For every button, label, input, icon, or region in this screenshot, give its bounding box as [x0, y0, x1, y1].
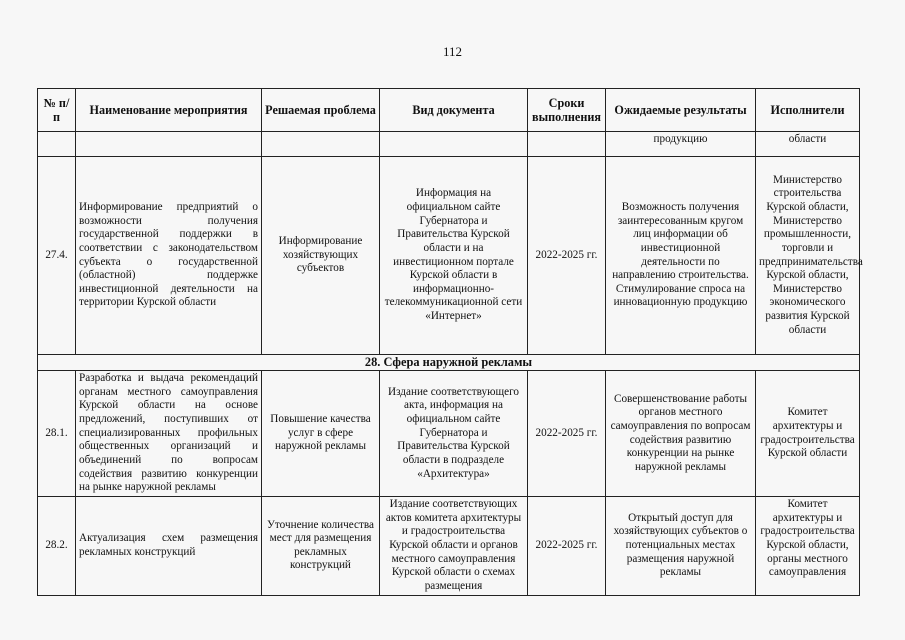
row-num: 28.1. — [38, 371, 76, 497]
row-deadline: 2022-2025 гг. — [528, 497, 606, 596]
row-results: Возможность получения заинтересованным кругом лиц информации об инвестиционной деятельности по направлению строительства. Стимулирование спроса на инновационную продукцию — [606, 157, 756, 355]
header-row — [38, 89, 860, 132]
row-deadline: 2022-2025 гг. — [528, 371, 606, 497]
section-title: 28. Сфера наружной рекламы — [38, 355, 860, 371]
table-row — [38, 497, 860, 596]
row-doc-type: Информация на официальном сайте Губернатора и Правительства Курской области и на инвестиционном портале Курской области в информационно-телекоммуникационной сети «Интернет» — [380, 157, 528, 355]
row-name: Информирование предприятий о возможности получения государственной поддержки в соответствии с законодательством субъекта о государственной (областной) поддержке инвестиционной деятельности на территории Курской области — [76, 157, 262, 355]
page-number: 112 — [442, 44, 463, 59]
row-executors: Министерство строительства Курской области, Министерство промышленности, торговли и предпринимательства Курской области, Министерство экономического развития Курской области — [756, 157, 860, 355]
measures-table — [37, 88, 863, 596]
section-row — [38, 355, 860, 371]
continuation-executors: области — [756, 132, 860, 157]
row-num: 28.2. — [38, 497, 76, 596]
table-row — [38, 157, 860, 355]
continuation-results: продукцию — [606, 132, 756, 157]
row-doc-type: Издание соответствующего акта, информация на официальном сайте Губернатора и Правительства Курской области в подразделе «Архитектура» — [380, 371, 528, 497]
row-results: Открытый доступ для хозяйствующих субъектов о потенциальных местах размещения наружной рекламы — [606, 497, 756, 596]
row-problem: Информирование хозяйствующих субъектов — [262, 157, 380, 355]
row-results: Совершенствование работы органов местного самоуправления по вопросам содействия развитию конкуренции на рынке наружной рекламы — [606, 371, 756, 497]
row-num: 27.4. — [38, 157, 76, 355]
header-problem: Решаемая проблема — [262, 89, 380, 132]
row-doc-type: Издание соответствующих актов комитета архитектуры и градостроительства Курской области и органов местного самоуправления Курской области о схемах размещения — [380, 497, 528, 596]
header-doc-type: Вид документа — [380, 89, 528, 132]
header-executors: Исполнители — [756, 89, 860, 132]
header-results: Ожидаемые результаты — [606, 89, 756, 132]
row-executors: Комитет архитектуры и градостроительства Курской области — [756, 371, 860, 497]
row-problem: Повышение качества услуг в сфере наружной рекламы — [262, 371, 380, 497]
header-name: Наименование мероприятия — [76, 89, 262, 132]
row-deadline: 2022-2025 гг. — [528, 157, 606, 355]
row-name: Разработка и выдача рекомендаций органам местного самоуправления Курской области на основе предложений, поступивших от специализированных профильных общественных организаций и объединений по вопросам содействия развитию конкуренции на рынке наружной рекламы — [76, 371, 262, 497]
row-name: Актуализация схем размещения рекламных конструкций — [76, 497, 262, 596]
table-row — [38, 371, 860, 497]
header-num: № п/п — [38, 89, 76, 132]
row-executors: Комитет архитектуры и градостроительства Курской области, органы местного самоуправления — [756, 497, 860, 596]
row-problem: Уточнение количества мест для размещения рекламных конструкций — [262, 497, 380, 596]
continuation-row — [38, 132, 860, 157]
header-deadline: Сроки выполнения — [528, 89, 606, 132]
